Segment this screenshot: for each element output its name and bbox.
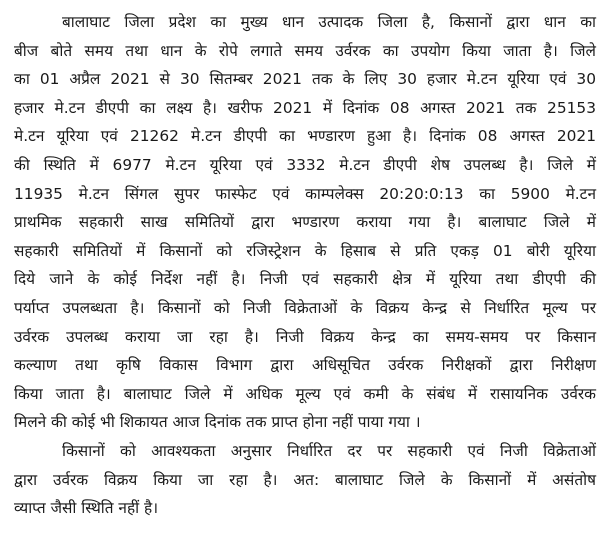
text-line: पर्याप्त उपलब्धता है। किसानों को निजी विक्रेताओं के विक्रय केन्द्र से निर्धारित मूल्य पर (14, 298, 596, 317)
text-line: किसानों को आवश्यकता अनुसार निर्धारित दर पर सहकारी एवं निजी विक्रेताओं (62, 441, 596, 460)
text-line: 11935 मे.टन सिंगल सुपर फास्फेट एवं काम्पलेक्स 20:20:0:13 का 5900 मे.टन (14, 184, 596, 203)
text-line: का 01 अप्रैल 2021 से 30 सितम्बर 2021 तक के लिए 30 हजार मे.टन यूरिया एवं 30 (14, 70, 596, 89)
paragraph-fertilizer-stock (14, 8, 596, 437)
text-line: प्राथमिक सहकारी साख समितियों द्वारा भण्डारण कराया गया है। बालाघाट जिले में (14, 213, 596, 232)
text-line: बालाघाट जिला प्रदेश का मुख्य धान उत्पादक जिला है, किसानों द्वारा धान का (62, 13, 596, 31)
text-line: उर्वरक उपलब्ध कराया जा रहा है। निजी विक्रय केन्द्र का समय-समय पर किसान (14, 327, 596, 346)
text-line: दिये जाने के कोई निर्देश नहीं है। निजी एवं सहकारी क्षेत्र में यूरिया तथा डीएपी की (14, 270, 596, 289)
text-line: मिलने की कोई भी शिकायत आज दिनांक तक प्राप्त होना नहीं पाया गया । (14, 413, 421, 432)
text-line: हजार मे.टन डीएपी का लक्ष्य है। खरीफ 2021 में दिनांक 08 अगस्त 2021 तक 25153 (14, 98, 596, 117)
text-line: की स्थिति में 6977 मे.टन यूरिया एवं 3332 मे.टन डीएपी शेष उपलब्ध है। जिले में (14, 155, 596, 174)
text-line: मे.टन यूरिया एवं 21262 मे.टन डीएपी का भण्डारण हुआ है। दिनांक 08 अगस्त 2021 (14, 127, 596, 146)
text-line: द्वारा उर्वरक विक्रय किया जा रहा है। अत: बालाघाट जिले के किसानों में असंतोष (14, 470, 596, 489)
text-line: कल्याण तथा कृषि विकास विभाग द्वारा अधिसूचित उर्वरक निरीक्षकों द्वारा निरीक्षण (14, 356, 596, 375)
text-line: बीज बोते समय तथा धान के रोपे लगाते समय उर्वरक का उपयोग किया जाता है। जिले (14, 41, 596, 60)
text-line: किया जाता है। बालाघाट जिले में अधिक मूल्य एवं कमी के संबंध में रासायनिक उर्वरक (14, 384, 596, 403)
paragraph-no-discontent (14, 437, 596, 523)
text-line: व्याप्त जैसी स्थिति नहीं है। (14, 499, 159, 518)
text-line: सहकारी समितियों में किसानों को रजिस्ट्रेशन के हिसाब से प्रति एकड़ 01 बोरी यूरिया (14, 241, 596, 260)
